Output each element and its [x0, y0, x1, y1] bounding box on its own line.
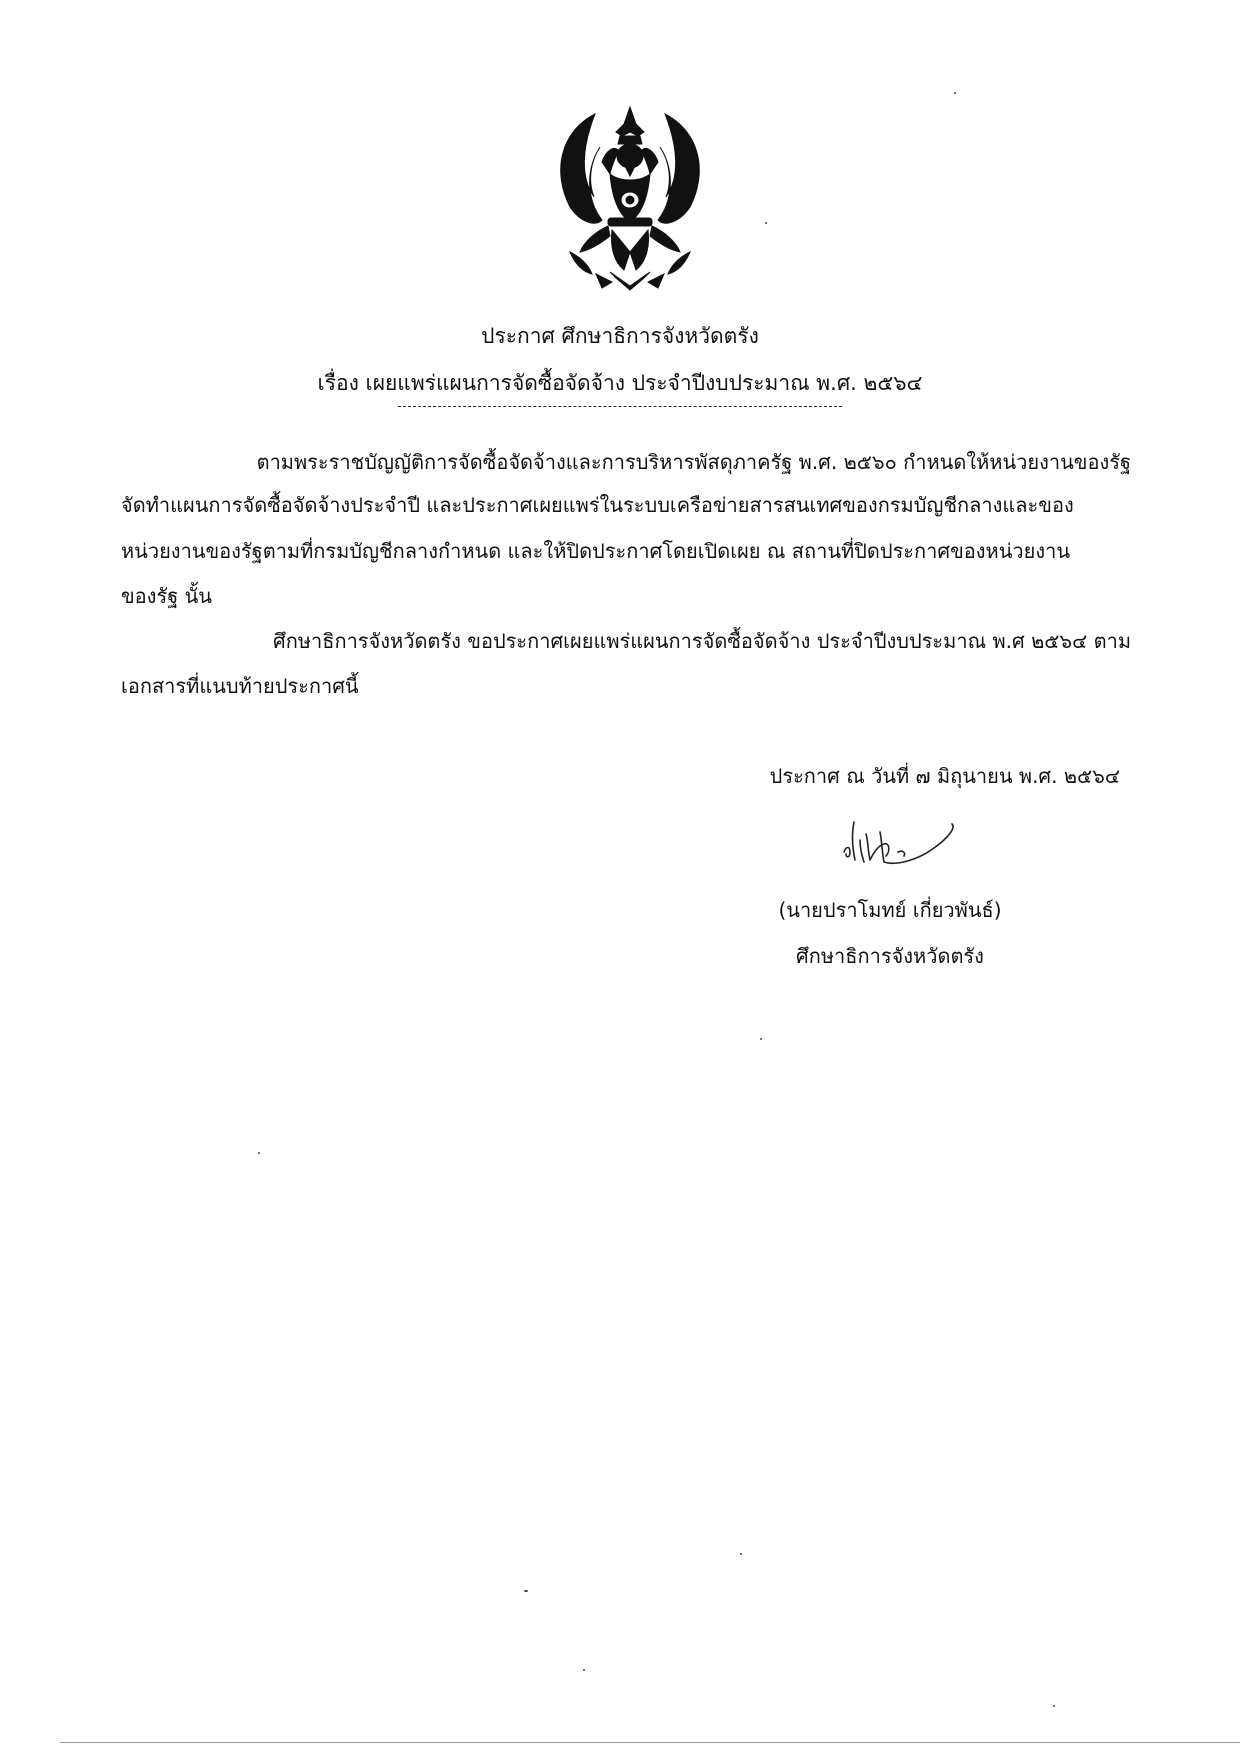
scan-speck: [765, 222, 767, 224]
title-divider: [398, 406, 842, 407]
announcement-date: ประกาศ ณ วันที่ ๗ มิถุนายน พ.ศ. ๒๕๖๔: [769, 764, 1120, 788]
scan-speck: [760, 1038, 762, 1040]
scan-speck: [740, 1553, 742, 1555]
garuda-emblem-icon: [540, 102, 720, 292]
announcement-subject: เรื่อง เผยแพร่แผนการจัดซื้อจัดจ้าง ประจำปีงบประมาณ พ.ศ. ๒๕๖๔: [317, 371, 923, 395]
page-bottom-edge: [60, 1742, 1240, 1743]
signature-icon: [838, 812, 968, 874]
scan-speck: [524, 1590, 528, 1592]
signer-title: ศึกษาธิการจังหวัดตรัง: [796, 944, 984, 968]
paragraph-2-line-1: ศึกษาธิการจังหวัดตรัง ขอประกาศเผยแพร่แผนการจัดซื้อจัดจ้าง ประจำปีงบประมาณ พ.ศ ๒๕๖๔ ตาม: [273, 629, 1131, 653]
scan-speck: [954, 92, 956, 94]
paragraph-1-line-4: ของรัฐ นั้น: [121, 584, 212, 608]
paragraph-1-line-2: จัดทำแผนการจัดซื้อจัดจ้างประจำปี และประกาศเผยแพร่ในระบบเครือข่ายสารสนเทศของกรมบัญชีกลางและของ: [121, 493, 1074, 517]
scan-speck: [258, 1152, 260, 1154]
scan-speck: [1053, 1705, 1055, 1707]
scan-speck: [583, 1669, 585, 1671]
paragraph-2-line-2: เอกสารที่แนบท้ายประกาศนี้: [121, 674, 359, 698]
signer-name: (นายปราโมทย์ เกี่ยวพันธ์): [778, 898, 1002, 922]
paragraph-1-line-3: หน่วยงานของรัฐตามที่กรมบัญชีกลางกำหนด และให้ปิดประกาศโดยเปิดเผย ณ สถานที่ปิดประกาศของหน่วยงาน: [121, 539, 1071, 563]
announcement-title: ประกาศ ศึกษาธิการจังหวัดตรัง: [481, 324, 759, 348]
paragraph-1-line-1: ตามพระราชบัญญัติการจัดซื้อจัดจ้างและการบริหารพัสดุภาครัฐ พ.ศ. ๒๕๖๐ กำหนดให้หน่วยงานของรัฐ: [256, 450, 1131, 474]
